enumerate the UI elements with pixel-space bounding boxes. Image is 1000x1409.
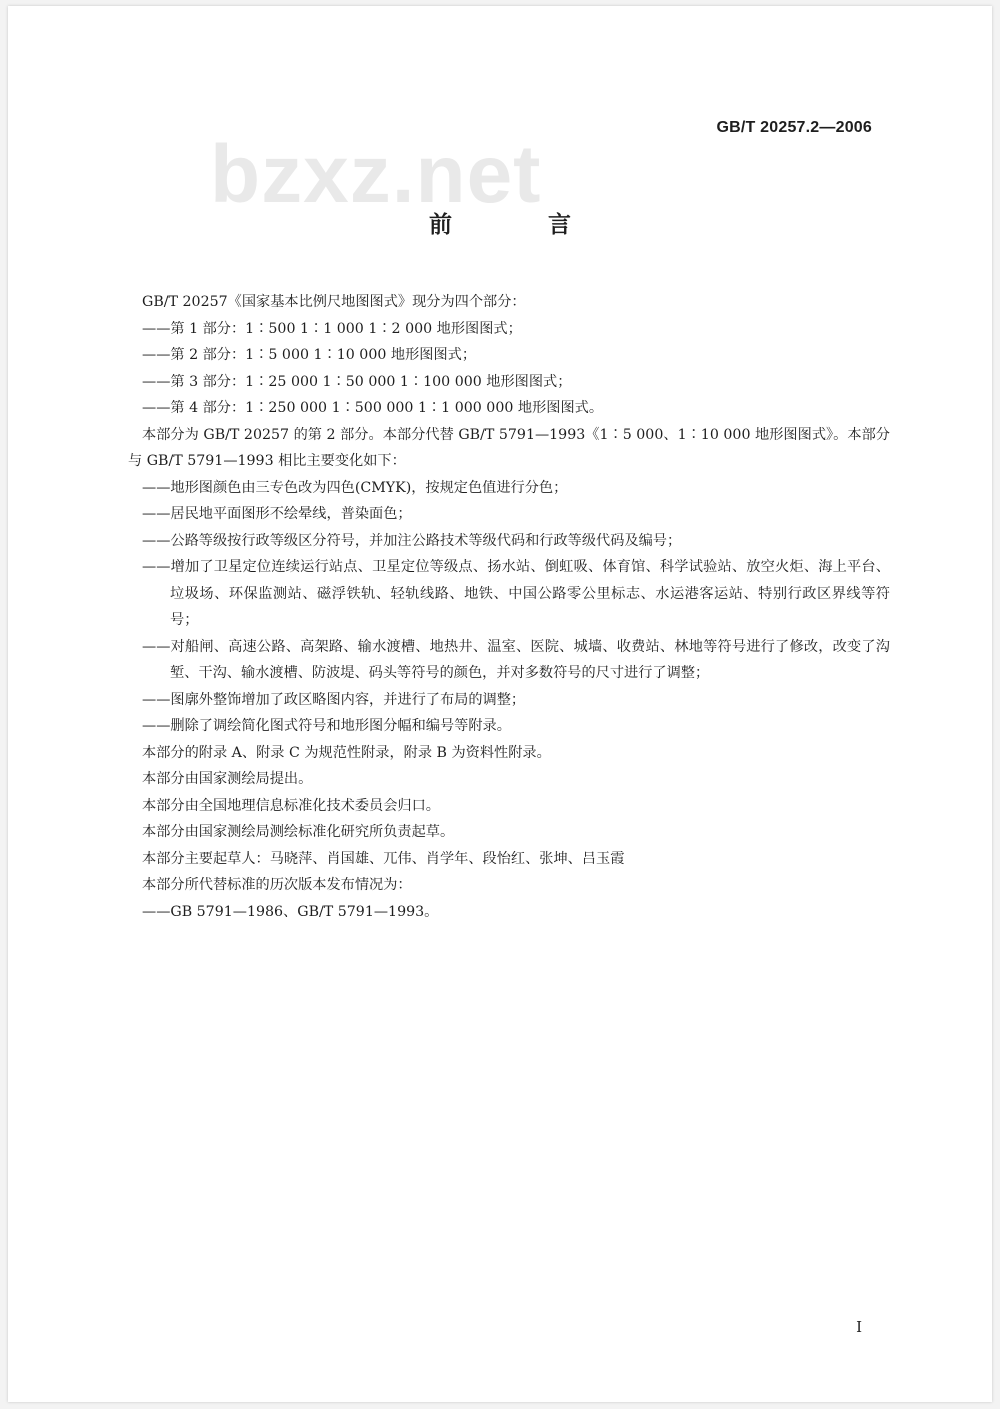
page-title: 前 言 — [428, 212, 615, 238]
standard-code: GB/T 20257.2—2006 — [716, 119, 872, 136]
history-item: ——GB 5791—1986、GB/T 5791—1993。 — [142, 903, 439, 920]
part-item: ——第 1 部分：1∶500 1∶1 000 1∶2 000 地形图图式； — [142, 320, 522, 337]
intro-paragraph: GB/T 20257《国家基本比例尺地图图式》现分为四个部分： — [142, 294, 526, 310]
page-number: I — [856, 1318, 862, 1336]
closing-paragraph: 本部分由全国地理信息标准化技术委员会归口。 — [142, 797, 440, 814]
change-item: ——图廓外整饰增加了政区略图内容，并进行了布局的调整； — [142, 691, 526, 708]
closing-paragraph: 本部分由国家测绘局测绘标准化研究所负责起草。 — [142, 824, 455, 840]
foreword-body — [128, 289, 890, 925]
closing-paragraph: 本部分主要起草人：马晓萍、肖国雄、兀伟、肖学年、段怡红、张坤、吕玉霞 — [142, 850, 625, 867]
change-item: ——居民地平面图形不绘晕线，普染面色； — [142, 506, 412, 522]
watermark: bzxz.net — [210, 129, 542, 220]
closing-paragraph: 本部分由国家测绘局提出。 — [142, 771, 313, 787]
closing-paragraph: 本部分所代替标准的历次版本发布情况为： — [142, 877, 412, 893]
part-item: ——第 2 部分：1∶5 000 1∶10 000 地形图图式； — [142, 347, 477, 363]
change-item: ——增加了卫星定位连续运行站点、卫星定位等级点、扬水站、倒虹吸、体育馆、科学试验站、放空火炬、海上平台、垃圾场、环保监测站、磁浮铁轨、轻轨线路、地铁、中国公路零公里标志、水运港客运站、特别行政区界线等符号； — [142, 559, 890, 628]
document-page — [8, 6, 992, 1402]
change-item: ——公路等级按行政等级区分符号，并加注公路技术等级代码和行政等级代码及编号； — [142, 532, 682, 549]
change-item: ——删除了调绘简化图式符号和地形图分幅和编号等附录。 — [142, 718, 511, 734]
replace-statement: 本部分为 GB/T 20257 的第 2 部分。本部分代替 GB/T 5791—1993《1∶5 000、1∶10 000 地形图图式》。本部分与 GB/T 5791—1993 相比主要变化如下： — [128, 426, 890, 469]
change-item: ——地形图颜色由三专色改为四色(CMYK)，按规定色值进行分色； — [142, 479, 568, 496]
change-item: ——对船闸、高速公路、高架路、输水渡槽、地热井、温室、医院、城墙、收费站、林地等符号进行了修改，改变了沟堑、干沟、输水渡槽、防波堤、码头等符号的颜色，并对多数符号的尺寸进行了调整； — [142, 638, 890, 681]
part-item: ——第 3 部分：1∶25 000 1∶50 000 1∶100 000 地形图图式； — [142, 373, 572, 390]
part-item: ——第 4 部分：1∶250 000 1∶500 000 1∶1 000 000 地形图图式。 — [142, 400, 604, 416]
closing-paragraph: 本部分的附录 A、附录 C 为规范性附录，附录 B 为资料性附录。 — [142, 744, 551, 761]
